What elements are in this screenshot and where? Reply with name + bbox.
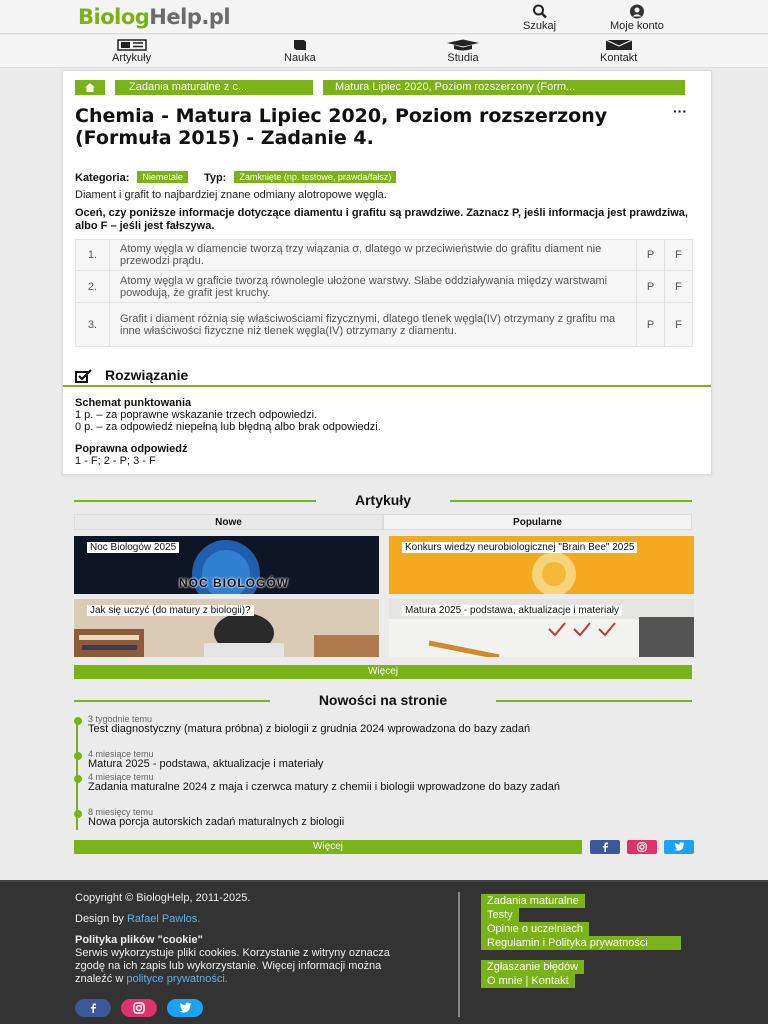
answer-false-option[interactable]: F [665, 271, 693, 303]
breadcrumb [75, 80, 693, 95]
designer-link[interactable]: Rafael Pawlos. [126, 913, 201, 925]
timeline-dot [74, 717, 82, 725]
table-row: 1. Atomy węgla w diamencie tworzą trzy wiązania σ, dlatego w przeciwieństwie do grafitu diament nie przewodzi prądu. P F [76, 240, 693, 271]
footer-instagram-button[interactable] [121, 999, 157, 1017]
article-tile-matura-2025[interactable]: Matura 2025 - podstawa, aktualizacje i materiały [389, 599, 694, 657]
facebook-button[interactable] [590, 840, 620, 854]
answer-false-option[interactable]: F [665, 240, 693, 271]
footer-twitter-button[interactable] [167, 999, 203, 1017]
news-heading: Nowości na stronie [74, 692, 692, 708]
timeline-dot [74, 775, 82, 783]
account-button[interactable]: Moje konto [610, 4, 664, 32]
articles-more-button[interactable]: Więcej [74, 665, 692, 679]
facebook-icon [89, 1002, 97, 1014]
instagram-icon [637, 842, 647, 852]
footer-facebook-button[interactable] [75, 999, 111, 1017]
article-tile-biology-night[interactable]: NOC BIOLOGÓW Noc Biologów 2025 [74, 536, 379, 594]
nav-item-studies[interactable]: Studia [443, 39, 483, 64]
articles-heading: Artykuły [74, 492, 692, 508]
footer-link-terms[interactable]: Regulamin i Polityka prywatności [481, 936, 681, 950]
main-nav [0, 35, 768, 68]
article-tile-how-to-learn[interactable]: Jak się uczyć (do matury z biologii)? [74, 599, 379, 657]
twitter-icon [674, 842, 685, 851]
instagram-icon [133, 1002, 145, 1014]
more-options-icon[interactable]: ··· [673, 103, 687, 119]
footer-link-tasks[interactable]: Zadania maturalne [481, 894, 585, 908]
type-badge[interactable]: Zamknięte (np. testowe, prawda/fałsz) [234, 171, 396, 183]
list-item[interactable]: 4 miesiące temu Zadania maturalne 2024 z maja i czerwca matury z chemii i biologii wprowadzone do bazy zadań [88, 772, 688, 793]
site-logo[interactable]: BiologHelp.pl [78, 5, 231, 29]
table-row: 3. Grafit i diament różnią się właściwościami fizycznymi, dlatego tlenek węgla(IV) otrzymany z grafitu ma inne właściwości fizyczne niż tlenek węgla(IV) otrzymany z diamentu. P F [76, 303, 693, 347]
answer-true-option[interactable]: P [637, 240, 665, 271]
task-card [62, 70, 712, 475]
search-icon [532, 4, 548, 19]
twitter-button[interactable] [664, 840, 694, 854]
answer-false-option[interactable]: F [665, 303, 693, 347]
book-icon [285, 39, 315, 51]
privacy-policy-link[interactable]: polityce prywatności. [126, 973, 228, 985]
footer-link-about-contact[interactable]: O mnie | Kontakt [481, 974, 575, 988]
site-footer [0, 880, 768, 1024]
search-button[interactable]: Szukaj [523, 4, 556, 32]
timeline-dot [74, 810, 82, 818]
news-more-button[interactable]: Więcej [74, 840, 582, 854]
article-tile-brain-bee[interactable]: Konkurs wiedzy neurobiologicznej "Brain Bee" 2025 [389, 536, 694, 594]
timeline-dot [74, 752, 82, 760]
answer-true-option[interactable]: P [637, 303, 665, 347]
breadcrumb-home[interactable] [75, 80, 105, 95]
footer-link-report-errors[interactable]: Zgłaszanie błędów [481, 960, 584, 974]
category-badge[interactable]: Niemetale [137, 171, 188, 183]
tab-popular[interactable]: Popularne [383, 514, 692, 530]
articles-tabs [74, 514, 692, 530]
task-intro: Diament i grafit to najbardziej znane odmiany alotropowe węgla. [75, 189, 387, 201]
footer-link-opinions[interactable]: Opinie o uczelniach [481, 922, 589, 936]
envelope-icon [604, 39, 634, 51]
footer-link-tests[interactable]: Testy [481, 908, 519, 922]
page-title: Chemia - Matura Lipiec 2020, Poziom rozszerzony (Formuła 2015) - Zadanie 4. [75, 105, 608, 149]
answer-true-option[interactable]: P [637, 271, 665, 303]
list-item[interactable]: 4 miesiące temu Matura 2025 - podstawa, aktualizacje i materiały [88, 749, 688, 770]
tile-overlay-text: NOC BIOLOGÓW [179, 576, 289, 590]
list-item[interactable]: 8 miesięcy temu Nowa porcja autorskich zadań maturalnych z biologii [88, 807, 688, 828]
facebook-icon [601, 842, 609, 852]
nav-item-articles[interactable]: Artykuły [112, 39, 151, 64]
footer-divider [458, 892, 460, 1017]
table-row: 2. Atomy węgla w graficie tworzą równolegle ułożone warstwy. Słabe oddziaływania między warstwami powodują, że grafit jest kruchy. P F [76, 271, 693, 303]
solution-body: Schemat punktowania 1 p. – za poprawne wskazanie trzech odpowiedzi. 0 p. – za odpowiedź niepełną lub błędną albo brak odpowiedzi. Poprawna odpowiedź 1 - F; 2 - P; 3 - F [75, 397, 381, 467]
top-bar [0, 0, 768, 34]
nav-item-contact[interactable]: Kontakt [600, 39, 637, 64]
task-instruction: Oceń, czy poniższe informacje dotyczące diamentu i grafitu są prawdziwe. Zaznacz P, jeśli informacja jest prawdziwa, albo F – jeśli jest fałszywa. [75, 207, 688, 232]
task-meta: Kategoria: Niemetale Typ: Zamknięte (np. testowe, prawda/fałsz) [75, 171, 412, 184]
breadcrumb-item-current[interactable]: Matura Lipiec 2020, Poziom rozszerzony (Form... [323, 80, 685, 95]
articles-icon [117, 39, 147, 51]
twitter-icon [179, 1002, 192, 1013]
user-icon [629, 4, 645, 19]
home-icon [85, 83, 95, 92]
graduation-cap-icon [443, 39, 483, 51]
edit-checkbox-icon [75, 369, 93, 383]
solution-header[interactable]: Rozwiązanie [63, 367, 711, 387]
instagram-button[interactable] [627, 840, 657, 854]
tab-new[interactable]: Nowe [74, 514, 383, 530]
list-item[interactable]: 3 tygodnie temu Test diagnostyczny (matura próbna) z biologii z grudnia 2024 wprowadzona do bazy zadań [88, 714, 688, 735]
breadcrumb-item-category[interactable]: Zadania maturalne z c... [115, 80, 313, 95]
nav-item-learning[interactable]: Nauka [284, 39, 316, 64]
statements-table [75, 239, 693, 347]
footer-info: Copyright © BiologHelp, 2011-2025. Design by Rafael Pawlos. Polityka plików "cookie" Serwis wykorzystuje pliki cookies. Korzystanie z witryny oznacza zgodę na ich zapis lub wykorzystanie. Więcej informacji można znaleźć w polityce prywatności. [75, 892, 390, 985]
